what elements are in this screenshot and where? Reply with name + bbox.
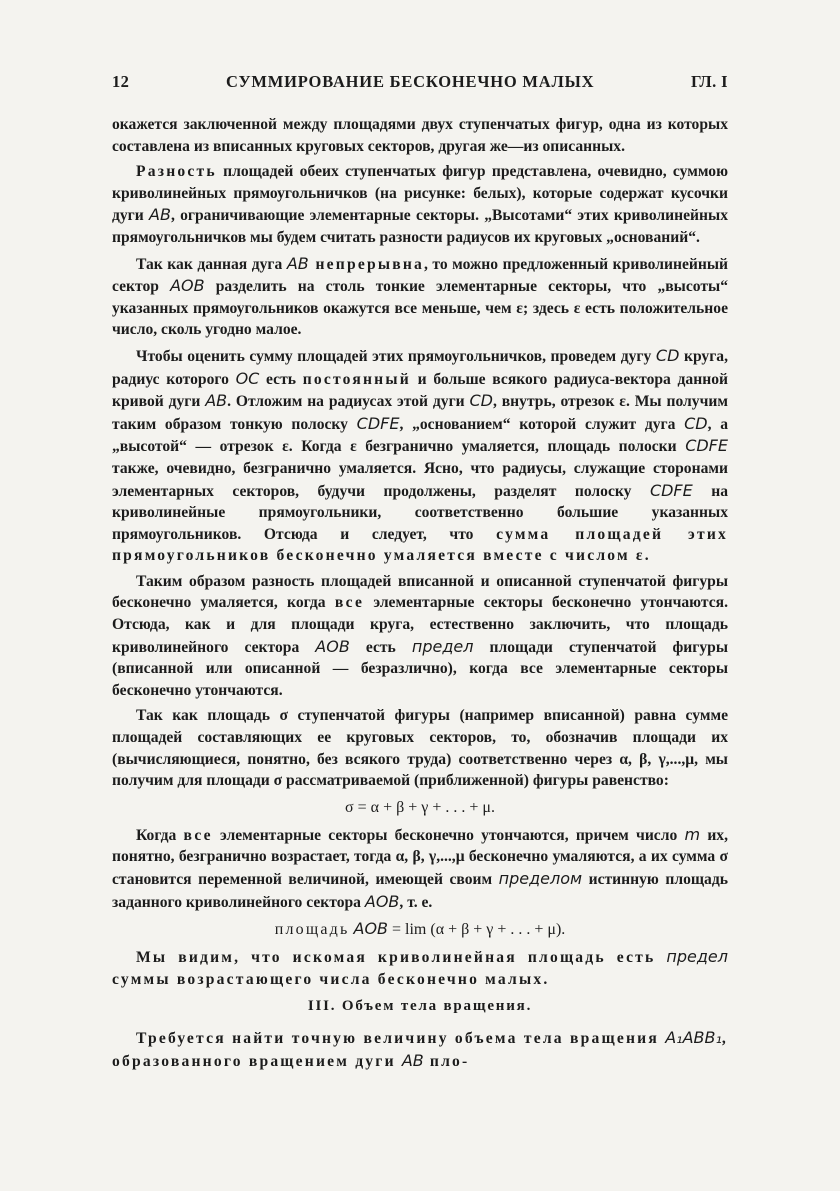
text-run: Чтобы оценить сумму площадей этих прямоугольничков, проведем дугу bbox=[136, 347, 656, 365]
text-run: на криволинейные прямоугольники, соответственно большие указанных прямоугольников. Отсюда и следует, что bbox=[112, 482, 729, 543]
italic-term: предел bbox=[666, 947, 728, 967]
paragraph-9 bbox=[112, 1027, 728, 1072]
spaced-phrase: пло- bbox=[423, 1052, 470, 1070]
formula-sum: σ = α + β + γ + . . . + μ. bbox=[345, 798, 495, 816]
paragraph-4 bbox=[112, 345, 728, 567]
math-symbol: AB bbox=[149, 205, 171, 225]
section-heading: III. Объем тела вращения. bbox=[307, 998, 533, 1015]
paragraph-3 bbox=[112, 253, 728, 341]
math-symbol: AB bbox=[205, 391, 228, 411]
spaced-word: все bbox=[334, 594, 365, 612]
spaced-word: площадь bbox=[274, 921, 350, 939]
page-header bbox=[112, 72, 728, 92]
running-title: СУММИРОВАНИЕ БЕСКОНЕЧНО МАЛЫХ bbox=[225, 72, 595, 91]
spaced-phrase: суммы возрастающего числа бесконечно малых. bbox=[112, 970, 550, 988]
formula-limit bbox=[112, 917, 728, 942]
math-symbol: AB bbox=[286, 253, 309, 273]
text-run: элементарные секторы бесконечно утончаются. Отсюда, как и для площади круга, естественно заключить, что площадь криволинейного сектора bbox=[112, 594, 729, 656]
math-symbol: CD bbox=[469, 391, 493, 411]
page-number: 12 bbox=[112, 72, 130, 91]
text-run: элементарные секторы бесконечно утончаются, причем число bbox=[212, 826, 685, 844]
text-run: площади ступенчатой фигуры (вписанной или описанной — безразлично), когда все элементарные секторы бесконечно утончаются. bbox=[112, 638, 728, 699]
spaced-phrase: , образованного вращением дуги bbox=[112, 1030, 728, 1070]
page-body bbox=[112, 114, 728, 1073]
spaced-word: Разность bbox=[136, 163, 217, 181]
math-symbol: CDFE bbox=[685, 436, 728, 456]
paragraph-7 bbox=[112, 824, 728, 913]
text-run: истинную площадь заданного криволинейного сектора bbox=[112, 871, 728, 911]
text-run: , ограничивающие элементарные секторы. „Высотами“ этих криволинейных прямоугольничков мы будем считать разности радиусов их круговых „оснований“. bbox=[112, 207, 728, 246]
math-symbol: CD bbox=[655, 345, 680, 365]
math-symbol: AB bbox=[401, 1050, 424, 1070]
math-symbol: A₁ABB₁ bbox=[665, 1028, 722, 1048]
math-symbol: AOB bbox=[315, 636, 350, 656]
italic-term: пределом bbox=[498, 869, 583, 888]
spaced-word: непрерывна bbox=[308, 255, 424, 273]
paragraph-1: окажется заключенной между площадями двух ступенчатых фигур, одна из которых составлена из вписанных круговых секторов, другая же—из описанных. bbox=[112, 116, 728, 155]
math-symbol: CDFE bbox=[356, 413, 400, 433]
text-run: также, очевидно, безгранично умаляется. Ясно, что радиусы, служащие сторонами элементарных секторов, будучи продолжены, разделят полоску bbox=[112, 459, 728, 500]
text-run: и больше всякого радиуса-вектора данной кривой дуги bbox=[112, 370, 728, 411]
italic-term: предел bbox=[411, 636, 474, 656]
text-run: . bbox=[644, 547, 649, 565]
spaced-phrase: Мы видим, что искомая криволинейная площадь есть bbox=[136, 949, 667, 967]
math-symbol: AOB bbox=[353, 919, 389, 939]
math-symbol: AOB bbox=[364, 891, 400, 911]
text-run: , внутрь, отрезок ε. Мы получим таким образом тонкую полоску bbox=[112, 393, 728, 433]
math-symbol: m bbox=[684, 824, 701, 844]
paragraph-8 bbox=[112, 946, 728, 990]
math-symbol: CDFE bbox=[649, 480, 693, 500]
text-run: = lim (α + β + γ + . . . + μ). bbox=[388, 921, 566, 939]
chapter-label: ГЛ. I bbox=[691, 72, 728, 91]
text-run: . Отложим на радиусах этой дуги bbox=[227, 393, 470, 411]
text-run: есть bbox=[349, 638, 412, 656]
paragraph-5 bbox=[112, 571, 728, 702]
text-run: площадей обеих ступенчатых фигур представлена, очевидно, суммою криволинейных прямоугольничков (на рисунке: белых), которые содержат кусочки дуги bbox=[112, 163, 728, 225]
spaced-phrase: Требуется найти точную величину объема тела вращения bbox=[136, 1030, 666, 1048]
math-symbol: CD bbox=[684, 413, 708, 433]
paragraph-2 bbox=[112, 161, 728, 248]
spaced-phrase: сумма площадей этих прямоугольников бесконечно умаляется вместе с числом ε bbox=[112, 525, 728, 565]
text-run: Когда bbox=[136, 826, 184, 844]
text-run: , а „высотой“ — отрезок ε. Когда ε безгранично умаляется, площадь полоски bbox=[112, 415, 728, 456]
spaced-word: все bbox=[183, 826, 213, 844]
text-run: круга, радиус которого bbox=[112, 347, 728, 388]
text-run: , „основанием“ которой служит дуга bbox=[399, 415, 685, 433]
text-run: их, понятно, безгранично возрастает, тогда α, β, γ,...,μ бесконечно умаляются, а их сумма σ становится переменной величиной, имеющей своим bbox=[112, 826, 728, 888]
text-run: Таким образом разность площадей вписанной и описанной ступенчатой фигуры бесконечно умаляется, когда bbox=[112, 572, 728, 612]
math-symbol: AOB bbox=[170, 276, 205, 296]
text-run: , то можно предложенный криволинейный сектор bbox=[112, 255, 728, 296]
math-symbol: OC bbox=[235, 368, 260, 388]
text-run: есть bbox=[259, 370, 303, 388]
text-run: разделить на столь тонкие элементарные секторы, что „высоты“ указанных прямоугольников окажутся все меньше, чем ε; здесь ε есть положительное число, сколь угодно малое. bbox=[112, 278, 728, 339]
paragraph-6: Так как площадь σ ступенчатой фигуры (например вписанной) равна сумме площадей составляющих ее круговых секторов, то, обозначив площади их (вычисляющиеся, понятно, без всякого труда) соответственно через α, β, γ,...,μ, мы получим для площади σ рассматриваемой (приближенной) фигуры равенство: bbox=[112, 707, 728, 790]
spaced-word: постоянный bbox=[302, 370, 411, 388]
text-run: Так как данная дуга bbox=[136, 255, 287, 273]
text-run: , т. е. bbox=[399, 893, 433, 911]
